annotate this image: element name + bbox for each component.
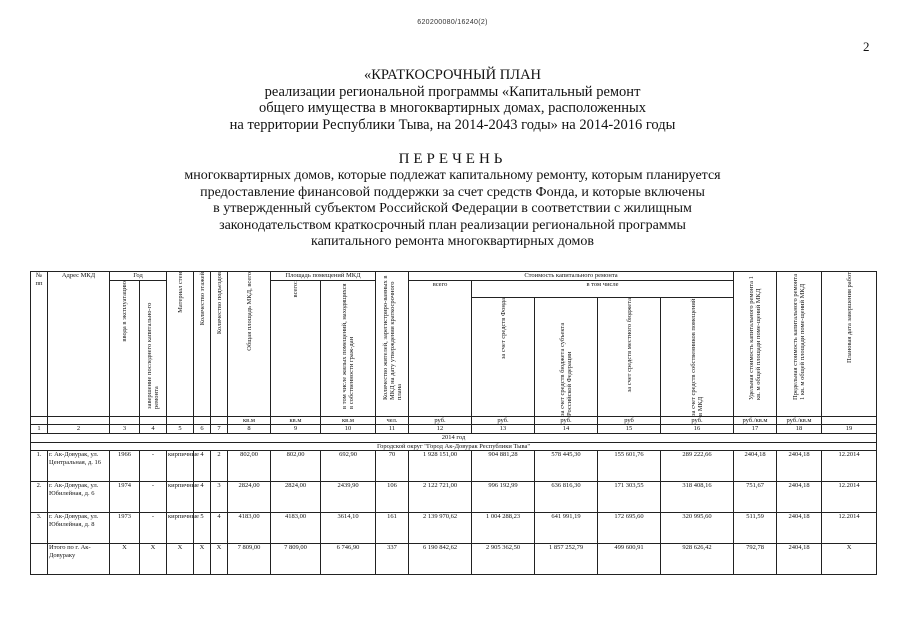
header-cost-total: всего: [409, 280, 472, 416]
header-year: Год: [110, 272, 167, 281]
row-residents: 161: [376, 513, 409, 544]
header-cost-region: за счет средств бюджета субъекта Российской Федерации: [535, 297, 598, 416]
page-number: 2: [863, 39, 870, 54]
header-year-last-repair: завершение последнего капитально-го ремонта: [140, 280, 167, 416]
row-wall: кирпичные: [167, 482, 194, 513]
title-block: [0, 67, 905, 133]
unit-cell: кв.м: [228, 416, 271, 425]
list-line: предоставление финансовой поддержки за счет средств Фонда, и которые включены: [200, 184, 705, 200]
row-last-repair: -: [140, 482, 167, 513]
col-number: 19: [822, 425, 877, 434]
row-cost-local: 155 601,76: [598, 451, 661, 482]
header-residents: Количество жителей, зарегистриро-ванных в МКД на дату утверждения краткосрочного плана: [376, 272, 409, 417]
header-premises-area: Площадь помещений МКД: [271, 272, 376, 281]
header-cost-fund: за счет средств Фонда: [472, 297, 535, 416]
row-cost-local: 172 695,60: [598, 513, 661, 544]
unit-cell: руб.: [661, 416, 734, 425]
row-floors: 5: [194, 513, 211, 544]
list-line: в утвержденный субъектом Российской Федерации в соответствии с жилищным: [213, 201, 692, 216]
row-address: г. Ак-Довурак, ул. Центральная, д. 16: [48, 451, 110, 482]
col-number: 11: [376, 425, 409, 434]
col-number: 5: [167, 425, 194, 434]
row-cost-total: 6 190 842,62: [409, 544, 472, 575]
col-number: 1: [31, 425, 48, 434]
table-row: [31, 482, 877, 513]
row-cost-owners: 289 222,66: [661, 451, 734, 482]
unit-cell: руб: [598, 416, 661, 425]
header-floors: Количество этажей: [194, 272, 211, 417]
row-cost-region: 578 445,30: [535, 451, 598, 482]
row-floors: 4: [194, 482, 211, 513]
header-total-area: Общая площадь МКД, всего: [228, 272, 271, 417]
row-max-cost: 2404,18: [777, 513, 822, 544]
row-plan-date: 12.2014: [822, 482, 877, 513]
row-unit-cost: 792,78: [734, 544, 777, 575]
unit-cell: руб.: [409, 416, 472, 425]
row-residents: 106: [376, 482, 409, 513]
row-floors: 4: [194, 451, 211, 482]
title-line: на территории Республики Тыва, на 2014-2043 годы» на 2014-2016 годы: [229, 116, 676, 133]
row-total-area: 7 809,00: [228, 544, 271, 575]
row-floors: Х: [194, 544, 211, 575]
row-last-repair: -: [140, 451, 167, 482]
row-plan-date: 12.2014: [822, 513, 877, 544]
row-pa-total: 4183,00: [271, 513, 321, 544]
row-plan-date: 12.2014: [822, 451, 877, 482]
header-plan-date: Плановая дата завершения работ: [822, 272, 877, 417]
col-number: 4: [140, 425, 167, 434]
col-number: 7: [211, 425, 228, 434]
row-pa-total: 802,00: [271, 451, 321, 482]
header-cost: Стоимость капитального ремонта: [409, 272, 734, 281]
col-number: 18: [777, 425, 822, 434]
row-year: 1966: [110, 451, 140, 482]
row-entrances: 3: [211, 482, 228, 513]
col-number: 14: [535, 425, 598, 434]
header-pa-total: всего:: [271, 280, 321, 416]
unit-cell: руб.: [472, 416, 535, 425]
row-cost-owners: 318 408,16: [661, 482, 734, 513]
row-last-repair: Х: [140, 544, 167, 575]
col-number: 9: [271, 425, 321, 434]
title-line: реализации региональной программы «Капитальный ремонт: [264, 83, 641, 100]
header-cost-incl: в том числе: [472, 280, 734, 297]
row-wall: кирпичные: [167, 513, 194, 544]
col-number: 16: [661, 425, 734, 434]
year-band: 2014 год: [31, 434, 877, 443]
list-line: капитального ремонта многоквартирных домов: [311, 234, 594, 249]
document-id: 620200080/16240(2): [417, 19, 488, 26]
col-number: 6: [194, 425, 211, 434]
table-row: [31, 513, 877, 544]
header-cost-owners: за счет средств собственников помещений в МКД: [661, 297, 734, 416]
row-pa-owned: 692,90: [321, 451, 376, 482]
list-line: законодательством краткосрочный план реализации региональной программы: [219, 217, 686, 233]
header-no: № пп: [31, 272, 48, 417]
unit-cell: руб./кв.м: [734, 416, 777, 425]
title-line: общего имущества в многоквартирных домах, расположенных: [259, 100, 646, 116]
header-entrances: Количество подъездов: [211, 272, 228, 417]
row-residents: 337: [376, 544, 409, 575]
row-cost-region: 636 816,30: [535, 482, 598, 513]
header-address: Адрес МКД: [48, 272, 110, 417]
row-cost-total: 2 122 721,00: [409, 482, 472, 513]
row-no: 2.: [31, 482, 48, 513]
row-pa-total: 2824,00: [271, 482, 321, 513]
row-unit-cost: 751,67: [734, 482, 777, 513]
unit-cell: чел.: [376, 416, 409, 425]
unit-cell: кв.м: [271, 416, 321, 425]
header-max-cost: Предельная стоимость капитального ремонта 1 кв. м общей площади поме-щений МКД: [777, 272, 822, 417]
row-pa-owned: 2439,90: [321, 482, 376, 513]
row-cost-total: 1 928 151,00: [409, 451, 472, 482]
row-cost-region: 1 857 252,79: [535, 544, 598, 575]
unit-cell: руб./кв.м: [777, 416, 822, 425]
row-cost-owners: 320 995,60: [661, 513, 734, 544]
list-line: многоквартирных домов, которые подлежат капитальному ремонту, которым планируется: [184, 168, 721, 183]
row-year: 1974: [110, 482, 140, 513]
row-total-area: 2824,00: [228, 482, 271, 513]
col-number: 13: [472, 425, 535, 434]
col-number: 3: [110, 425, 140, 434]
header-year-commission: ввода в эксплуатацию: [110, 280, 140, 416]
row-total-area: 802,00: [228, 451, 271, 482]
city-band: Городской округ "Город Ак-Довурак Республики Тыва": [31, 442, 877, 451]
list-heading-block: [0, 150, 905, 251]
row-cost-fund: 1 004 288,23: [472, 513, 535, 544]
header-pa-owned: в том числе жилых помещений, находящихся в собственности граж-дан: [321, 280, 376, 416]
row-cost-local: 171 303,55: [598, 482, 661, 513]
header-cost-local: за счет средств местного бюджета: [598, 297, 661, 416]
table-row: [31, 451, 877, 482]
row-max-cost: 2404,18: [777, 544, 822, 575]
header-unit-cost: Удельная стоимость капитального ремонта 1 кв. м общей площади поме-щений МКД: [734, 272, 777, 417]
row-pa-owned: 3614,10: [321, 513, 376, 544]
unit-cell: кв.м: [321, 416, 376, 425]
list-heading: ПЕРЕЧЕНЬ: [398, 151, 507, 167]
row-unit-cost: 2404,18: [734, 451, 777, 482]
row-cost-fund: 904 881,28: [472, 451, 535, 482]
row-cost-region: 641 991,19: [535, 513, 598, 544]
title-line: «КРАТКОСРОЧНЫЙ ПЛАН: [363, 67, 542, 83]
row-residents: 70: [376, 451, 409, 482]
header-wall: Материал стен: [167, 272, 194, 417]
unit-cell: руб.: [535, 416, 598, 425]
row-cost-owners: 928 626,42: [661, 544, 734, 575]
row-no: 1.: [31, 451, 48, 482]
houses-table-wrapper: [30, 271, 860, 575]
houses-table: [30, 271, 877, 575]
row-address: Итого по г. Ак-Довураку: [48, 544, 110, 575]
table-row: [31, 544, 877, 575]
row-cost-local: 499 600,91: [598, 544, 661, 575]
row-cost-fund: 2 905 362,50: [472, 544, 535, 575]
row-address: г. Ак-Довурак, ул. Юбилейная, д. 6: [48, 482, 110, 513]
col-number: 17: [734, 425, 777, 434]
row-plan-date: Х: [822, 544, 877, 575]
row-total-area: 4183,00: [228, 513, 271, 544]
row-entrances: 2: [211, 451, 228, 482]
col-number: 10: [321, 425, 376, 434]
row-wall: Х: [167, 544, 194, 575]
row-unit-cost: 511,59: [734, 513, 777, 544]
row-max-cost: 2404,18: [777, 482, 822, 513]
col-number: 8: [228, 425, 271, 434]
row-no: 3.: [31, 513, 48, 544]
row-address: г. Ак-Довурак, ул. Юбилейная, д. 8: [48, 513, 110, 544]
row-max-cost: 2404,18: [777, 451, 822, 482]
col-number: 15: [598, 425, 661, 434]
col-number: 2: [48, 425, 110, 434]
row-entrances: 4: [211, 513, 228, 544]
row-pa-total: 7 809,00: [271, 544, 321, 575]
row-entrances: Х: [211, 544, 228, 575]
row-year: Х: [110, 544, 140, 575]
row-last-repair: -: [140, 513, 167, 544]
row-pa-owned: 6 746,90: [321, 544, 376, 575]
row-cost-fund: 996 192,99: [472, 482, 535, 513]
row-cost-total: 2 139 970,62: [409, 513, 472, 544]
row-no: [31, 544, 48, 575]
row-year: 1973: [110, 513, 140, 544]
col-number: 12: [409, 425, 472, 434]
row-wall: кирпичные: [167, 451, 194, 482]
